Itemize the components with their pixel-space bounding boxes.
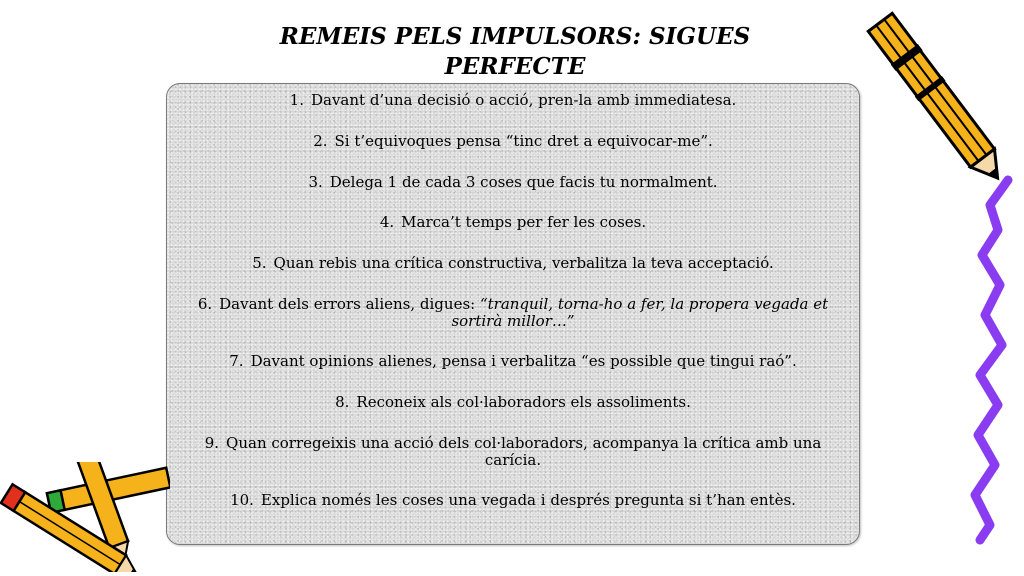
list-item: 5. Quan rebis una crítica constructiva, verbalitza la teva acceptació. — [252, 254, 774, 272]
list-item: 7. Davant opinions alienes, pensa i verbalitza “es possible que tingui raó”. — [229, 352, 797, 370]
list-item: 3. Delega 1 de cada 3 coses que facis tu normalment. — [308, 173, 718, 191]
slide-title: REMEIS PELS IMPULSORS: SIGUES PERFECTE — [279, 23, 751, 80]
pencil-icon — [860, 0, 1010, 200]
list-item: 9. Quan corregeixis una acció dels col·laboradors, acompanya la crítica amb una carícia. — [204, 434, 822, 469]
remedies-panel — [166, 83, 860, 545]
list-item: 8. Reconeix als col·laboradors els assoliments. — [335, 393, 691, 411]
pencils-icon — [0, 462, 170, 572]
list-item: 1. Davant d’una decisió o acció, pren-la amb immediatesa. — [289, 91, 737, 109]
list-item: 2. Si t’equivoques pensa “tinc dret a equivocar-me”. — [313, 132, 713, 150]
list-item: 6. Davant dels errors aliens, digues: “tranquil, torna-ho a fer, la propera vegada et sortirà millor…” — [197, 295, 829, 330]
squiggle-decoration-icon — [960, 175, 1020, 545]
list-item: 4. Marca’t temps per fer les coses. — [379, 213, 647, 231]
list-item: 10. Explica només les coses una vegada i després pregunta si t’han entès. — [230, 491, 796, 509]
